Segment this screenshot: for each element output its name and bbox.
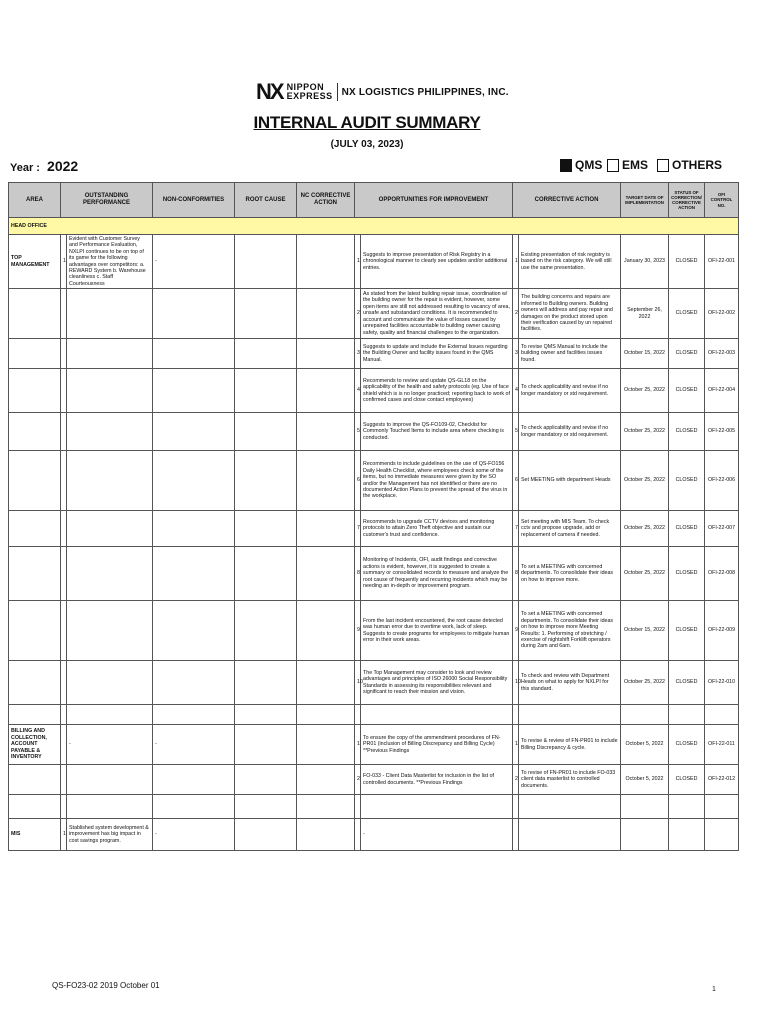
table-row — [9, 547, 739, 601]
nc-action-cell — [297, 547, 355, 601]
corrective-action-cell: To check and review with Department Heads on what to apply for NXLPI for this standard. — [519, 661, 621, 705]
root-cause-cell — [235, 235, 297, 289]
root-cause-cell — [235, 451, 297, 511]
control-number-cell — [705, 819, 739, 851]
outstanding-cell — [67, 705, 153, 725]
area-cell — [9, 661, 61, 705]
outstanding-cell — [67, 765, 153, 795]
document-date: (JULY 03, 2023) — [330, 139, 404, 150]
standard-ems — [607, 158, 648, 172]
area-cell — [9, 601, 61, 661]
nonconformity-cell — [153, 339, 235, 369]
target-date-cell: October 25, 2022 — [621, 451, 669, 511]
ofi-cell: Suggests to improve the QS-FO109-02, Checklist for Commonly Touched Items to include area where checking is conducted. — [361, 413, 513, 451]
logo-mark: NX — [256, 79, 283, 104]
status-cell — [669, 705, 705, 725]
table-row — [9, 601, 739, 661]
ofi-cell: FO-033 - Client Data Masterlist for inclusion in the list of controlled documents. **Previous Findings — [361, 765, 513, 795]
root-cause-cell — [235, 705, 297, 725]
nc-action-cell — [297, 369, 355, 413]
ofi-number-cell: 1 — [355, 235, 361, 289]
status-cell: CLOSED — [669, 765, 705, 795]
op-number-cell: 1 — [61, 819, 67, 851]
root-cause-cell — [235, 725, 297, 765]
area-cell — [9, 369, 61, 413]
col-outstanding: OUTSTANDING PERFORMANCE — [61, 183, 153, 218]
ofi-number-cell: 3 — [355, 339, 361, 369]
action-number-cell: 2 — [513, 289, 519, 339]
table-row — [9, 511, 739, 547]
qms-checkbox — [560, 159, 572, 172]
ofi-number-cell: 9 — [355, 601, 361, 661]
root-cause-cell — [235, 413, 297, 451]
nc-action-cell — [297, 235, 355, 289]
ofi-cell — [361, 705, 513, 725]
outstanding-cell — [67, 511, 153, 547]
outstanding-cell — [67, 289, 153, 339]
table-row — [9, 765, 739, 795]
action-number-cell: 4 — [513, 369, 519, 413]
root-cause-cell — [235, 339, 297, 369]
control-number-cell: OFI-22-011 — [705, 725, 739, 765]
ofi-cell — [361, 795, 513, 819]
nc-action-cell — [297, 705, 355, 725]
ofi-number-cell: 2 — [355, 289, 361, 339]
table-row — [9, 795, 739, 819]
ofi-cell: The Top Management may consider to look and review advantages and principles of ISO 26000 Social Responsibility Standards in assessing its responsibilities relevant and significant to reach their mission and vision. — [361, 661, 513, 705]
ofi-cell: Monitoring of Incidents, OFI, audit findings and corrective actions is evident, however, it is suggested to create a summary or consolidated records to measure and analyze the root cause of frequently and recurring incidents which may be needing an in-depth or improvement program. — [361, 547, 513, 601]
area-cell — [9, 413, 61, 451]
outstanding-cell — [67, 369, 153, 413]
section-title: HEAD OFFICE — [9, 218, 739, 235]
table-row — [9, 725, 739, 765]
target-date-cell: October 5, 2022 — [621, 725, 669, 765]
action-number-cell: 1 — [513, 235, 519, 289]
area-cell — [9, 451, 61, 511]
col-nonconformities: NON-CONFORMITIES — [153, 183, 235, 218]
col-nc-action: NC CORRECTIVE ACTION — [297, 183, 355, 218]
ofi-cell: Recommends to review and update QS-GL18 on the applicability of the health and safety protocols (eg. Use of face shield which is is no longer practiced; reporting back to work of confirmed cases and close contact employees) — [361, 369, 513, 413]
action-number-cell: 3 — [513, 339, 519, 369]
target-date-cell — [621, 819, 669, 851]
outstanding-cell — [67, 795, 153, 819]
action-number-cell: 2 — [513, 765, 519, 795]
status-cell: CLOSED — [669, 661, 705, 705]
status-cell: CLOSED — [669, 235, 705, 289]
ofi-cell: - — [361, 819, 513, 851]
corrective-action-cell: To revise QMS Manual to include the building owner and facilities issues found. — [519, 339, 621, 369]
corrective-action-cell: Set meeting with MIS Team. To check cctv and propose upgrade, add or replacement of camera if needed. — [519, 511, 621, 547]
nonconformity-cell — [153, 601, 235, 661]
table-row — [9, 705, 739, 725]
target-date-cell: October 25, 2022 — [621, 547, 669, 601]
table-row — [9, 819, 739, 851]
logo-divider — [337, 83, 338, 101]
status-cell: CLOSED — [669, 451, 705, 511]
year-value: 2022 — [47, 158, 79, 174]
action-number-cell: 10 — [513, 661, 519, 705]
status-cell — [669, 795, 705, 819]
corrective-action-cell: To set a MEETING with concerned departments. To consolidate their ideas on how to improve more Meeting Results: 1. Performing of stretching / exercise of nightshift Forklift operators during 2am and 6am. — [519, 601, 621, 661]
target-date-cell: October 25, 2022 — [621, 413, 669, 451]
nc-action-cell — [297, 413, 355, 451]
ofi-number-cell: 5 — [355, 413, 361, 451]
area-cell — [9, 289, 61, 339]
target-date-cell: October 15, 2022 — [621, 339, 669, 369]
ofi-number-cell: 7 — [355, 511, 361, 547]
corrective-action-cell: To set a MEETING with concerned departments. To consolidate their ideas on how to improve more. — [519, 547, 621, 601]
status-cell: CLOSED — [669, 601, 705, 661]
nc-action-cell — [297, 339, 355, 369]
action-number-cell: 5 — [513, 413, 519, 451]
corrective-action-cell — [519, 705, 621, 725]
nonconformity-cell — [153, 705, 235, 725]
nc-action-cell — [297, 451, 355, 511]
outstanding-cell — [67, 339, 153, 369]
nonconformity-cell — [153, 413, 235, 451]
control-number-cell: OFI-22-009 — [705, 601, 739, 661]
col-root-cause: ROOT CAUSE — [235, 183, 297, 218]
control-number-cell — [705, 795, 739, 819]
outstanding-cell: Evident with Customer Survey and Performance Evaluation, NXLPI continues to be on top of its game for the following advantages over competitors: a. REWARD System b. Warehouse cleanliness c. Staff Courteousness — [67, 235, 153, 289]
control-number-cell: OFI-22-004 — [705, 369, 739, 413]
nonconformity-cell — [153, 511, 235, 547]
corrective-action-cell: The building concerns and repairs are informed to Building owners. Building owners will address and pay repair and damages on the product stored upon their verification caused by un repaired facilities. — [519, 289, 621, 339]
form-code: QS-FO23-02 2019 October 01 — [52, 981, 160, 990]
ofi-cell: To ensure the copy of the ammendment procedures of FN-PR01 (inclusion of Billing Discrepancy and Billing Cycle) **Previous Findings — [361, 725, 513, 765]
col-target-date: TARGET DATE OF IMPLEMENTATION — [621, 183, 669, 218]
ofi-number-cell: 1 — [355, 725, 361, 765]
control-number-cell: OFI-22-001 — [705, 235, 739, 289]
area-cell: TOP MANAGEMENT — [9, 235, 61, 289]
outstanding-cell — [67, 601, 153, 661]
status-cell: CLOSED — [669, 547, 705, 601]
status-cell: CLOSED — [669, 413, 705, 451]
nc-action-cell — [297, 289, 355, 339]
table-row — [9, 339, 739, 369]
op-number-cell: 1 — [61, 235, 67, 289]
nc-action-cell — [297, 819, 355, 851]
table-row — [9, 661, 739, 705]
outstanding-cell: Stablished system development & improvement has big impact in cost savings program. — [67, 819, 153, 851]
area-cell — [9, 547, 61, 601]
nonconformity-cell — [153, 289, 235, 339]
ofi-number-cell: 6 — [355, 451, 361, 511]
root-cause-cell — [235, 511, 297, 547]
nonconformity-cell: - — [153, 819, 235, 851]
ofi-cell: Recommends to include guidelines on the use of QS-FO156 Daily Health Checklist, where employees check some of the items, but no immediate measures were given by the SO and/or the Management has not identified or there are no documented Action Plans to prevent the spread of the virus in the workplace. — [361, 451, 513, 511]
ofi-cell: Suggests to update and include the External Issues regarding the Building Owner and facility issues found in the QMS Manual. — [361, 339, 513, 369]
action-number-cell: 7 — [513, 511, 519, 547]
root-cause-cell — [235, 369, 297, 413]
ofi-number-cell: 8 — [355, 547, 361, 601]
root-cause-cell — [235, 601, 297, 661]
control-number-cell: OFI-22-006 — [705, 451, 739, 511]
section-row — [9, 218, 739, 235]
corrective-action-cell: Existing presentation of risk registry is based on the risk category. We will still use the same presentation. — [519, 235, 621, 289]
corrective-action-cell — [519, 795, 621, 819]
audit-table — [8, 182, 739, 851]
standard-qms — [560, 158, 602, 172]
logo-line-2: EXPRESS — [286, 91, 333, 101]
target-date-cell: October 15, 2022 — [621, 601, 669, 661]
outstanding-cell — [67, 413, 153, 451]
ofi-cell: From the last incident encountered, the root cause detected was human error due to overtime work, lack of sleep. Suggests to create programs for employees to mitigate human error in their work areas. — [361, 601, 513, 661]
status-cell: CLOSED — [669, 725, 705, 765]
page-number: 1 — [712, 986, 716, 993]
corrective-action-cell — [519, 819, 621, 851]
action-number-cell: 8 — [513, 547, 519, 601]
nc-action-cell — [297, 661, 355, 705]
control-number-cell: OFI-22-012 — [705, 765, 739, 795]
status-cell — [669, 819, 705, 851]
control-number-cell: OFI-22-002 — [705, 289, 739, 339]
target-date-cell: October 5, 2022 — [621, 765, 669, 795]
document-title: INTERNAL AUDIT SUMMARY — [253, 113, 481, 132]
control-number-cell: OFI-22-007 — [705, 511, 739, 547]
others-checkbox — [657, 159, 669, 172]
target-date-cell — [621, 705, 669, 725]
root-cause-cell — [235, 289, 297, 339]
target-date-cell: October 25, 2022 — [621, 369, 669, 413]
area-cell: BILLING AND COLLECTION, ACCOUNT PAYABLE & INVENTORY — [9, 725, 61, 765]
root-cause-cell — [235, 819, 297, 851]
col-ofi: OPPORTUNITIES FOR IMPROVEMENT — [355, 183, 513, 218]
col-status: STATUS OF CORRECTION/ CORRECTIVE ACTION — [669, 183, 705, 218]
year-label: Year : — [10, 162, 40, 174]
nonconformity-cell — [153, 795, 235, 819]
outstanding-cell — [67, 451, 153, 511]
standard-others — [657, 158, 722, 172]
col-area: AREA — [9, 183, 61, 218]
table-row — [9, 369, 739, 413]
root-cause-cell — [235, 547, 297, 601]
qms-label: QMS — [575, 158, 603, 172]
ofi-number-cell: 10 — [355, 661, 361, 705]
target-date-cell: January 30, 2023 — [621, 235, 669, 289]
area-cell — [9, 705, 61, 725]
root-cause-cell — [235, 795, 297, 819]
corrective-action-cell: To check applicability and revise if no longer mandatory or std requirement. — [519, 413, 621, 451]
ofi-cell: Suggests to improve presentation of Risk Registry in a chronological manner to clearly see updates and/or additional entries. — [361, 235, 513, 289]
table-row — [9, 235, 739, 289]
nonconformity-cell — [153, 451, 235, 511]
area-cell — [9, 339, 61, 369]
area-cell — [9, 511, 61, 547]
nc-action-cell — [297, 725, 355, 765]
action-number-cell: 6 — [513, 451, 519, 511]
nc-action-cell — [297, 601, 355, 661]
target-date-cell: October 25, 2022 — [621, 661, 669, 705]
logo-line-1: NIPPON — [286, 82, 325, 92]
corrective-action-cell: Set MEETING with department Heads — [519, 451, 621, 511]
corrective-action-cell: To revise & review of FN-PR01 to include Billing Discrepancy & cycle. — [519, 725, 621, 765]
control-number-cell: OFI-22-008 — [705, 547, 739, 601]
target-date-cell — [621, 795, 669, 819]
corrective-action-cell: To revise of FN-PR01 to include FO-033 client data masterlist to controlled documents. — [519, 765, 621, 795]
nonconformity-cell — [153, 661, 235, 705]
action-number-cell: 1 — [513, 725, 519, 765]
target-date-cell: September 26, 2022 — [621, 289, 669, 339]
outstanding-cell — [67, 547, 153, 601]
nc-action-cell — [297, 511, 355, 547]
outstanding-cell: - — [67, 725, 153, 765]
area-cell — [9, 765, 61, 795]
status-cell: CLOSED — [669, 339, 705, 369]
control-number-cell: OFI-22-005 — [705, 413, 739, 451]
ofi-cell: Recommends to upgrade CCTV devices and monitoring protocols to attain Zero Theft objective and sustain our customer's trust and confidence. — [361, 511, 513, 547]
status-cell: CLOSED — [669, 369, 705, 413]
status-cell: CLOSED — [669, 289, 705, 339]
ofi-number-cell: 4 — [355, 369, 361, 413]
area-cell — [9, 795, 61, 819]
table-row — [9, 413, 739, 451]
year-field — [10, 158, 78, 174]
ofi-number-cell: 2 — [355, 765, 361, 795]
root-cause-cell — [235, 661, 297, 705]
status-cell: CLOSED — [669, 511, 705, 547]
action-number-cell: 9 — [513, 601, 519, 661]
nonconformity-cell — [153, 369, 235, 413]
others-label: OTHERS — [672, 158, 723, 172]
company-logo — [256, 80, 509, 104]
table-row — [9, 451, 739, 511]
control-number-cell: OFI-22-010 — [705, 661, 739, 705]
table-row — [9, 289, 739, 339]
logo-wordmark — [287, 83, 333, 101]
nonconformity-cell: - — [153, 235, 235, 289]
area-cell: MIS — [9, 819, 61, 851]
col-corrective-action: CORRECTIVE ACTION — [513, 183, 621, 218]
nonconformity-cell: - — [153, 725, 235, 765]
col-control-no: OFI CONTROL NO. — [705, 183, 739, 218]
nc-action-cell — [297, 765, 355, 795]
root-cause-cell — [235, 765, 297, 795]
control-number-cell — [705, 705, 739, 725]
company-name: NX LOGISTICS PHILIPPINES, INC. — [341, 86, 509, 98]
ems-label: EMS — [622, 158, 649, 172]
nonconformity-cell — [153, 547, 235, 601]
corrective-action-cell: To check applicability and revise if no longer mandatory or std requirement. — [519, 369, 621, 413]
outstanding-cell — [67, 661, 153, 705]
nc-action-cell — [297, 795, 355, 819]
control-number-cell: OFI-22-003 — [705, 339, 739, 369]
table-header-row — [9, 183, 739, 218]
target-date-cell: October 25, 2022 — [621, 511, 669, 547]
nonconformity-cell — [153, 765, 235, 795]
ofi-cell: As stated from the latest building repair issue, coordination w/ the building owner for the repair is evident, however, some open items are still not addressed resulting to vacancy of area, unsafe and substandard conditions. It is recommended to account and communicate the value of losses caused by unrepaired facilities accountable to building owner causing safety, quality and financial challenges to the organization. — [361, 289, 513, 339]
ems-checkbox — [607, 159, 619, 172]
